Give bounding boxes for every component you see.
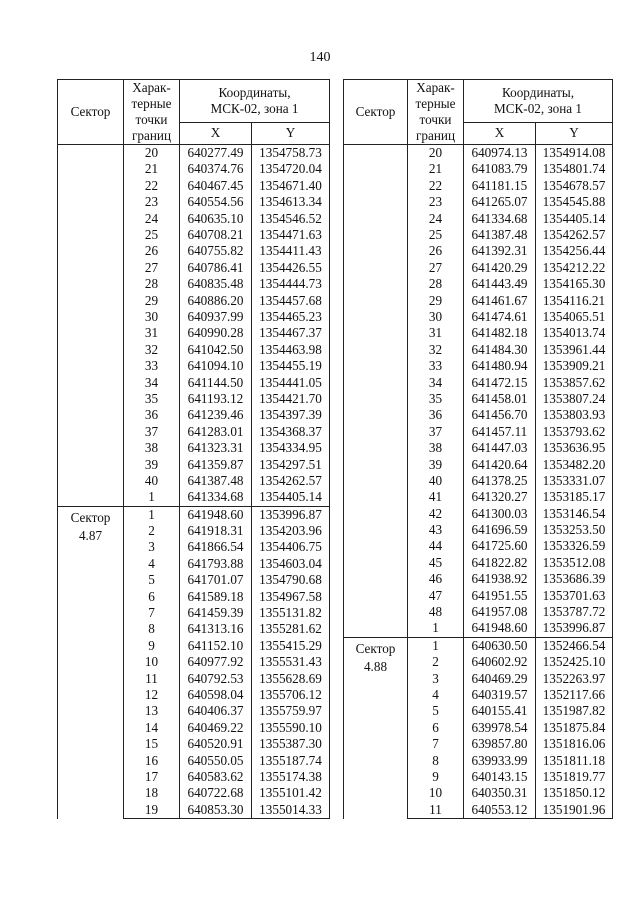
page-number: 140 xyxy=(309,50,331,65)
y-cell: 1354065.51 xyxy=(536,309,613,325)
x-cell: 640886.20 xyxy=(180,293,252,309)
y-cell: 1354406.75 xyxy=(252,539,330,555)
x-cell: 640467.45 xyxy=(180,178,252,194)
point-cell: 34 xyxy=(124,374,180,390)
y-cell: 1355759.97 xyxy=(252,703,330,719)
x-cell: 640722.68 xyxy=(180,785,252,801)
y-cell: 1355415.29 xyxy=(252,638,330,654)
point-cell: 20 xyxy=(124,145,180,162)
point-cell: 23 xyxy=(408,194,464,210)
point-cell: 7 xyxy=(408,736,464,752)
point-cell: 37 xyxy=(124,424,180,440)
y-cell: 1354545.88 xyxy=(536,194,613,210)
sector-cell xyxy=(344,145,408,638)
x-cell: 641918.31 xyxy=(180,523,252,539)
y-cell: 1355281.62 xyxy=(252,621,330,637)
table-row xyxy=(58,145,330,162)
point-cell: 23 xyxy=(124,194,180,210)
y-cell: 1354426.55 xyxy=(252,260,330,276)
x-cell: 641447.03 xyxy=(464,440,536,456)
point-cell: 2 xyxy=(124,523,180,539)
y-cell: 1354013.74 xyxy=(536,325,613,341)
header-x: X xyxy=(180,122,252,144)
point-cell: 45 xyxy=(408,555,464,571)
y-cell: 1351811.18 xyxy=(536,752,613,768)
x-cell: 640708.21 xyxy=(180,227,252,243)
y-cell: 1353787.72 xyxy=(536,604,613,620)
x-cell: 641083.79 xyxy=(464,161,536,177)
y-cell: 1355387.30 xyxy=(252,736,330,752)
point-cell: 6 xyxy=(408,720,464,736)
x-cell: 641457.11 xyxy=(464,424,536,440)
x-cell: 641589.18 xyxy=(180,589,252,605)
point-cell: 31 xyxy=(408,325,464,341)
header-coordinates: Координаты, МСК-02, зона 1 xyxy=(464,80,613,123)
y-cell: 1355706.12 xyxy=(252,687,330,703)
point-cell: 37 xyxy=(408,424,464,440)
point-cell: 15 xyxy=(124,736,180,752)
y-cell: 1354967.58 xyxy=(252,589,330,605)
x-cell: 641443.49 xyxy=(464,276,536,292)
x-cell: 640374.76 xyxy=(180,161,252,177)
x-cell: 640786.41 xyxy=(180,260,252,276)
point-cell: 1 xyxy=(124,506,180,523)
y-cell: 1354297.51 xyxy=(252,456,330,472)
y-cell: 1354465.23 xyxy=(252,309,330,325)
point-cell: 18 xyxy=(124,785,180,801)
x-cell: 641144.50 xyxy=(180,374,252,390)
y-cell: 1353793.62 xyxy=(536,424,613,440)
point-cell: 4 xyxy=(124,556,180,572)
table-row xyxy=(58,506,330,523)
point-cell: 1 xyxy=(124,489,180,506)
x-cell: 641938.92 xyxy=(464,571,536,587)
y-cell: 1354397.39 xyxy=(252,407,330,423)
point-cell: 36 xyxy=(408,407,464,423)
y-cell: 1354212.22 xyxy=(536,260,613,276)
point-cell: 25 xyxy=(124,227,180,243)
x-cell: 641472.15 xyxy=(464,374,536,390)
x-cell: 641482.18 xyxy=(464,325,536,341)
y-cell: 1355531.43 xyxy=(252,654,330,670)
x-cell: 639857.80 xyxy=(464,736,536,752)
y-cell: 1353803.93 xyxy=(536,407,613,423)
y-cell: 1354671.40 xyxy=(252,178,330,194)
y-cell: 1352425.10 xyxy=(536,654,613,670)
y-cell: 1353331.07 xyxy=(536,473,613,489)
point-cell: 13 xyxy=(124,703,180,719)
x-cell: 640155.41 xyxy=(464,703,536,719)
x-cell: 639933.99 xyxy=(464,752,536,768)
y-cell: 1351875.84 xyxy=(536,720,613,736)
y-cell: 1354720.04 xyxy=(252,161,330,177)
x-cell: 641392.31 xyxy=(464,243,536,259)
point-cell: 5 xyxy=(408,703,464,719)
y-cell: 1354463.98 xyxy=(252,342,330,358)
y-cell: 1353326.59 xyxy=(536,538,613,554)
point-cell: 8 xyxy=(124,621,180,637)
x-cell: 641951.55 xyxy=(464,588,536,604)
point-cell: 47 xyxy=(408,588,464,604)
x-cell: 640277.49 xyxy=(180,145,252,162)
x-cell: 641866.54 xyxy=(180,539,252,555)
x-cell: 640469.29 xyxy=(464,671,536,687)
y-cell: 1354455.19 xyxy=(252,358,330,374)
y-cell: 1354405.14 xyxy=(252,489,330,506)
header-y: Y xyxy=(252,122,330,144)
point-cell: 3 xyxy=(124,539,180,555)
point-cell: 29 xyxy=(124,293,180,309)
y-cell: 1355174.38 xyxy=(252,769,330,785)
x-cell: 640937.99 xyxy=(180,309,252,325)
point-cell: 4 xyxy=(408,687,464,703)
y-cell: 1354262.57 xyxy=(536,227,613,243)
y-cell: 1352466.54 xyxy=(536,637,613,654)
x-cell: 641480.94 xyxy=(464,358,536,374)
point-cell: 38 xyxy=(124,440,180,456)
y-cell: 1354203.96 xyxy=(252,523,330,539)
x-cell: 640792.53 xyxy=(180,671,252,687)
x-cell: 641725.60 xyxy=(464,538,536,554)
point-cell: 21 xyxy=(124,161,180,177)
x-cell: 641283.01 xyxy=(180,424,252,440)
y-cell: 1355187.74 xyxy=(252,752,330,768)
x-cell: 641181.15 xyxy=(464,178,536,194)
x-cell: 641387.48 xyxy=(464,227,536,243)
y-cell: 1353996.87 xyxy=(252,506,330,523)
y-cell: 1353909.21 xyxy=(536,358,613,374)
point-cell: 6 xyxy=(124,589,180,605)
x-cell: 641948.60 xyxy=(180,506,252,523)
x-cell: 641313.16 xyxy=(180,621,252,637)
point-cell: 14 xyxy=(124,720,180,736)
point-cell: 40 xyxy=(408,473,464,489)
sector-cell: Сектор 4.87 xyxy=(58,506,124,818)
point-cell: 44 xyxy=(408,538,464,554)
x-cell: 640554.56 xyxy=(180,194,252,210)
x-cell: 640143.15 xyxy=(464,769,536,785)
point-cell: 16 xyxy=(124,752,180,768)
point-cell: 17 xyxy=(124,769,180,785)
sector-cell: Сектор 4.88 xyxy=(344,637,408,818)
point-cell: 39 xyxy=(124,456,180,472)
point-cell: 46 xyxy=(408,571,464,587)
y-cell: 1353253.50 xyxy=(536,522,613,538)
point-cell: 30 xyxy=(408,309,464,325)
y-cell: 1354758.73 xyxy=(252,145,330,162)
x-cell: 640350.31 xyxy=(464,785,536,801)
y-cell: 1354334.95 xyxy=(252,440,330,456)
x-cell: 641193.12 xyxy=(180,391,252,407)
y-cell: 1351850.12 xyxy=(536,785,613,801)
point-cell: 31 xyxy=(124,325,180,341)
point-cell: 30 xyxy=(124,309,180,325)
point-cell: 34 xyxy=(408,374,464,390)
point-cell: 27 xyxy=(124,260,180,276)
y-cell: 1354368.37 xyxy=(252,424,330,440)
y-cell: 1353636.95 xyxy=(536,440,613,456)
x-cell: 641474.61 xyxy=(464,309,536,325)
point-cell: 24 xyxy=(124,211,180,227)
y-cell: 1354421.70 xyxy=(252,391,330,407)
y-cell: 1353686.39 xyxy=(536,571,613,587)
point-cell: 28 xyxy=(408,276,464,292)
header-sector: Сектор xyxy=(58,80,124,145)
x-cell: 641484.30 xyxy=(464,342,536,358)
x-cell: 641042.50 xyxy=(180,342,252,358)
y-cell: 1354603.04 xyxy=(252,556,330,572)
point-cell: 19 xyxy=(124,802,180,819)
x-cell: 641300.03 xyxy=(464,506,536,522)
point-cell: 35 xyxy=(124,391,180,407)
x-cell: 640755.82 xyxy=(180,243,252,259)
x-cell: 641334.68 xyxy=(180,489,252,506)
x-cell: 641420.29 xyxy=(464,260,536,276)
x-cell: 640974.13 xyxy=(464,145,536,162)
x-cell: 641359.87 xyxy=(180,456,252,472)
point-cell: 28 xyxy=(124,276,180,292)
header-x: X xyxy=(464,122,536,144)
y-cell: 1355590.10 xyxy=(252,720,330,736)
x-cell: 640553.12 xyxy=(464,802,536,819)
point-cell: 26 xyxy=(124,243,180,259)
point-cell: 21 xyxy=(408,161,464,177)
x-cell: 641420.64 xyxy=(464,456,536,472)
x-cell: 641696.59 xyxy=(464,522,536,538)
coordinates-table-left xyxy=(57,79,330,819)
point-cell: 33 xyxy=(124,358,180,374)
x-cell: 641265.07 xyxy=(464,194,536,210)
header-y: Y xyxy=(536,122,613,144)
x-cell: 640598.04 xyxy=(180,687,252,703)
x-cell: 641334.68 xyxy=(464,211,536,227)
point-cell: 41 xyxy=(408,489,464,505)
point-cell: 1 xyxy=(408,620,464,637)
x-cell: 641701.07 xyxy=(180,572,252,588)
table-row xyxy=(344,637,613,654)
point-cell: 20 xyxy=(408,145,464,162)
y-cell: 1354405.14 xyxy=(536,211,613,227)
x-cell: 641456.70 xyxy=(464,407,536,423)
x-cell: 641387.48 xyxy=(180,473,252,489)
x-cell: 640630.50 xyxy=(464,637,536,654)
point-cell: 35 xyxy=(408,391,464,407)
y-cell: 1354790.68 xyxy=(252,572,330,588)
y-cell: 1354914.08 xyxy=(536,145,613,162)
x-cell: 641152.10 xyxy=(180,638,252,654)
point-cell: 12 xyxy=(124,687,180,703)
point-cell: 33 xyxy=(408,358,464,374)
y-cell: 1353807.24 xyxy=(536,391,613,407)
y-cell: 1351819.77 xyxy=(536,769,613,785)
point-cell: 43 xyxy=(408,522,464,538)
x-cell: 639978.54 xyxy=(464,720,536,736)
y-cell: 1352263.97 xyxy=(536,671,613,687)
y-cell: 1354116.21 xyxy=(536,293,613,309)
x-cell: 640977.92 xyxy=(180,654,252,670)
x-cell: 640550.05 xyxy=(180,752,252,768)
x-cell: 641957.08 xyxy=(464,604,536,620)
header-points: Харак- терные точки границ xyxy=(408,80,464,145)
x-cell: 641239.46 xyxy=(180,407,252,423)
coordinates-table-right xyxy=(343,79,613,819)
point-cell: 38 xyxy=(408,440,464,456)
y-cell: 1354801.74 xyxy=(536,161,613,177)
y-cell: 1354678.57 xyxy=(536,178,613,194)
point-cell: 29 xyxy=(408,293,464,309)
x-cell: 640835.48 xyxy=(180,276,252,292)
y-cell: 1354471.63 xyxy=(252,227,330,243)
point-cell: 32 xyxy=(408,342,464,358)
x-cell: 641822.82 xyxy=(464,555,536,571)
y-cell: 1354546.52 xyxy=(252,211,330,227)
y-cell: 1351987.82 xyxy=(536,703,613,719)
x-cell: 641458.01 xyxy=(464,391,536,407)
x-cell: 641094.10 xyxy=(180,358,252,374)
header-coordinates: Координаты, МСК-02, зона 1 xyxy=(180,80,330,123)
x-cell: 641378.25 xyxy=(464,473,536,489)
header-points: Харак- терные точки границ xyxy=(124,80,180,145)
point-cell: 3 xyxy=(408,671,464,687)
point-cell: 7 xyxy=(124,605,180,621)
point-cell: 2 xyxy=(408,654,464,670)
y-cell: 1355131.82 xyxy=(252,605,330,621)
point-cell: 11 xyxy=(408,802,464,819)
y-cell: 1354411.43 xyxy=(252,243,330,259)
point-cell: 8 xyxy=(408,752,464,768)
x-cell: 640602.92 xyxy=(464,654,536,670)
y-cell: 1354444.73 xyxy=(252,276,330,292)
point-cell: 22 xyxy=(124,178,180,194)
y-cell: 1354256.44 xyxy=(536,243,613,259)
y-cell: 1354457.68 xyxy=(252,293,330,309)
y-cell: 1354441.05 xyxy=(252,374,330,390)
sector-cell xyxy=(58,145,124,507)
y-cell: 1353996.87 xyxy=(536,620,613,637)
point-cell: 48 xyxy=(408,604,464,620)
point-cell: 40 xyxy=(124,473,180,489)
point-cell: 32 xyxy=(124,342,180,358)
point-cell: 5 xyxy=(124,572,180,588)
y-cell: 1353185.17 xyxy=(536,489,613,505)
point-cell: 11 xyxy=(124,671,180,687)
table-row xyxy=(344,145,613,162)
point-cell: 10 xyxy=(124,654,180,670)
x-cell: 640583.62 xyxy=(180,769,252,785)
x-cell: 640319.57 xyxy=(464,687,536,703)
y-cell: 1353146.54 xyxy=(536,506,613,522)
y-cell: 1353701.63 xyxy=(536,588,613,604)
y-cell: 1351901.96 xyxy=(536,802,613,819)
x-cell: 640469.22 xyxy=(180,720,252,736)
y-cell: 1355014.33 xyxy=(252,802,330,819)
point-cell: 27 xyxy=(408,260,464,276)
point-cell: 1 xyxy=(408,637,464,654)
y-cell: 1355101.42 xyxy=(252,785,330,801)
x-cell: 640635.10 xyxy=(180,211,252,227)
y-cell: 1353857.62 xyxy=(536,374,613,390)
x-cell: 641320.27 xyxy=(464,489,536,505)
y-cell: 1353482.20 xyxy=(536,456,613,472)
point-cell: 9 xyxy=(408,769,464,785)
x-cell: 641948.60 xyxy=(464,620,536,637)
y-cell: 1354613.34 xyxy=(252,194,330,210)
x-cell: 640853.30 xyxy=(180,802,252,819)
point-cell: 9 xyxy=(124,638,180,654)
y-cell: 1353512.08 xyxy=(536,555,613,571)
y-cell: 1353961.44 xyxy=(536,342,613,358)
point-cell: 24 xyxy=(408,211,464,227)
point-cell: 36 xyxy=(124,407,180,423)
point-cell: 25 xyxy=(408,227,464,243)
x-cell: 640990.28 xyxy=(180,325,252,341)
x-cell: 641323.31 xyxy=(180,440,252,456)
x-cell: 641793.88 xyxy=(180,556,252,572)
y-cell: 1351816.06 xyxy=(536,736,613,752)
point-cell: 10 xyxy=(408,785,464,801)
point-cell: 39 xyxy=(408,456,464,472)
x-cell: 640406.37 xyxy=(180,703,252,719)
x-cell: 641459.39 xyxy=(180,605,252,621)
y-cell: 1354467.37 xyxy=(252,325,330,341)
y-cell: 1352117.66 xyxy=(536,687,613,703)
y-cell: 1355628.69 xyxy=(252,671,330,687)
point-cell: 22 xyxy=(408,178,464,194)
y-cell: 1354165.30 xyxy=(536,276,613,292)
x-cell: 641461.67 xyxy=(464,293,536,309)
x-cell: 640520.91 xyxy=(180,736,252,752)
header-sector: Сектор xyxy=(344,80,408,145)
y-cell: 1354262.57 xyxy=(252,473,330,489)
point-cell: 42 xyxy=(408,506,464,522)
point-cell: 26 xyxy=(408,243,464,259)
